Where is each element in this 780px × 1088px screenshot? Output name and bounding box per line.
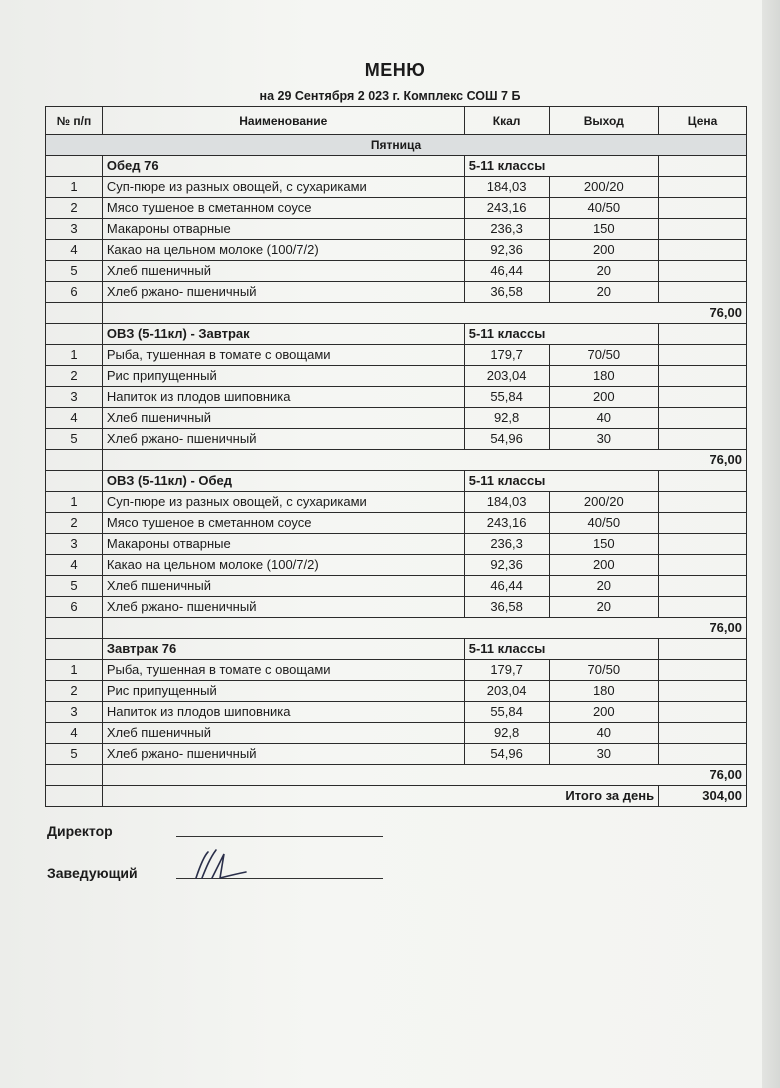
item-price (659, 408, 747, 429)
section-price-cell (659, 156, 747, 177)
director-label: Директор (47, 823, 113, 839)
item-name: Рыба, тушенная в томате с овощами (102, 660, 464, 681)
section-header-row (46, 156, 747, 177)
item-num: 2 (46, 681, 103, 702)
section-num-cell (46, 156, 103, 177)
section-total-row (46, 618, 747, 639)
item-name: Рис припущенный (102, 366, 464, 387)
item-kcal: 236,3 (464, 219, 549, 240)
item-price (659, 492, 747, 513)
item-output: 20 (549, 282, 659, 303)
item-output: 40/50 (549, 513, 659, 534)
table-row (46, 555, 747, 576)
item-kcal: 54,96 (464, 744, 549, 765)
item-name: Напиток из плодов шиповника (102, 387, 464, 408)
item-output: 200 (549, 702, 659, 723)
item-kcal: 179,7 (464, 660, 549, 681)
section-total-row (46, 303, 747, 324)
item-num: 6 (46, 597, 103, 618)
item-kcal: 36,58 (464, 282, 549, 303)
document-title: МЕНЮ (364, 60, 426, 80)
item-price (659, 660, 747, 681)
item-name: Хлеб ржано- пшеничный (102, 282, 464, 303)
header-name: Наименование (102, 107, 464, 135)
day-label: Пятница (46, 135, 747, 156)
item-output: 200/20 (549, 492, 659, 513)
section-name: ОВЗ (5-11кл) - Завтрак (102, 324, 464, 345)
item-num: 3 (46, 702, 103, 723)
director-signature-line (176, 836, 383, 837)
section-num-cell (46, 639, 103, 660)
total-num-cell (46, 450, 103, 471)
item-output: 30 (549, 744, 659, 765)
section-price-cell (659, 471, 747, 492)
item-output: 20 (549, 576, 659, 597)
item-num: 2 (46, 198, 103, 219)
item-num: 1 (46, 345, 103, 366)
item-price (659, 177, 747, 198)
item-kcal: 184,03 (464, 177, 549, 198)
item-price (659, 261, 747, 282)
item-kcal: 92,36 (464, 240, 549, 261)
item-price (659, 198, 747, 219)
section-classes: 5-11 классы (464, 324, 658, 345)
menu-table (45, 106, 747, 807)
section-total-value: 76,00 (102, 450, 746, 471)
section-classes: 5-11 классы (464, 639, 658, 660)
item-price (659, 597, 747, 618)
document-subtitle: на 29 Сентября 2 023 г. Комплекс СОШ 7 Б (259, 89, 521, 103)
table-row (46, 681, 747, 702)
item-num: 5 (46, 429, 103, 450)
item-price (659, 387, 747, 408)
table-row (46, 282, 747, 303)
item-num: 3 (46, 387, 103, 408)
table-row (46, 387, 747, 408)
section-total-value: 76,00 (102, 618, 746, 639)
item-name: Хлеб пшеничный (102, 261, 464, 282)
section-header-row (46, 324, 747, 345)
table-row (46, 492, 747, 513)
item-num: 5 (46, 744, 103, 765)
item-price (659, 702, 747, 723)
item-output: 200 (549, 240, 659, 261)
section-header-row (46, 471, 747, 492)
section-price-cell (659, 639, 747, 660)
item-name: Макароны отварные (102, 219, 464, 240)
item-price (659, 219, 747, 240)
section-num-cell (46, 324, 103, 345)
section-name: Завтрак 76 (102, 639, 464, 660)
table-row (46, 240, 747, 261)
table-row (46, 534, 747, 555)
section-name: ОВЗ (5-11кл) - Обед (102, 471, 464, 492)
section-total-row (46, 450, 747, 471)
item-kcal: 92,8 (464, 408, 549, 429)
table-row (46, 723, 747, 744)
item-kcal: 179,7 (464, 345, 549, 366)
item-num: 1 (46, 177, 103, 198)
item-price (659, 240, 747, 261)
section-classes: 5-11 классы (464, 471, 658, 492)
grand-total-row (46, 786, 747, 807)
item-price (659, 681, 747, 702)
handwritten-signature (190, 848, 250, 884)
item-name: Мясо тушеное в сметанном соусе (102, 513, 464, 534)
item-output: 30 (549, 429, 659, 450)
item-num: 4 (46, 240, 103, 261)
header-num: № п/п (46, 107, 103, 135)
item-name: Рис припущенный (102, 681, 464, 702)
table-row (46, 366, 747, 387)
item-output: 200 (549, 387, 659, 408)
table-row (46, 408, 747, 429)
item-name: Хлеб ржано- пшеничный (102, 744, 464, 765)
item-kcal: 92,36 (464, 555, 549, 576)
item-name: Какао на цельном молоке (100/7/2) (102, 240, 464, 261)
section-name: Обед 76 (102, 156, 464, 177)
item-name: Напиток из плодов шиповника (102, 702, 464, 723)
table-row (46, 429, 747, 450)
item-kcal: 92,8 (464, 723, 549, 744)
table-row (46, 576, 747, 597)
paper-edge-shadow (762, 0, 780, 1088)
total-num-cell (46, 765, 103, 786)
item-num: 4 (46, 723, 103, 744)
item-name: Макароны отварные (102, 534, 464, 555)
section-price-cell (659, 324, 747, 345)
table-row (46, 597, 747, 618)
item-num: 2 (46, 366, 103, 387)
item-output: 40 (549, 723, 659, 744)
item-price (659, 555, 747, 576)
item-name: Рыба, тушенная в томате с овощами (102, 345, 464, 366)
section-header-row (46, 639, 747, 660)
item-num: 5 (46, 576, 103, 597)
item-kcal: 243,16 (464, 198, 549, 219)
total-num-cell (46, 618, 103, 639)
item-name: Хлеб пшеничный (102, 576, 464, 597)
grand-total-value: 304,00 (659, 786, 747, 807)
item-output: 70/50 (549, 345, 659, 366)
item-num: 4 (46, 555, 103, 576)
manager-label: Заведующий (47, 865, 138, 881)
section-total-value: 76,00 (102, 303, 746, 324)
item-output: 20 (549, 261, 659, 282)
item-num: 3 (46, 534, 103, 555)
item-price (659, 576, 747, 597)
item-kcal: 46,44 (464, 576, 549, 597)
item-kcal: 203,04 (464, 681, 549, 702)
item-kcal: 54,96 (464, 429, 549, 450)
section-num-cell (46, 471, 103, 492)
header-row (46, 107, 747, 135)
item-num: 1 (46, 660, 103, 681)
grand-total-label: Итого за день (102, 786, 658, 807)
item-price (659, 282, 747, 303)
item-output: 20 (549, 597, 659, 618)
item-kcal: 46,44 (464, 261, 549, 282)
grand-num-cell (46, 786, 103, 807)
total-num-cell (46, 303, 103, 324)
item-name: Хлеб ржано- пшеничный (102, 429, 464, 450)
item-num: 6 (46, 282, 103, 303)
header-output: Выход (549, 107, 659, 135)
item-output: 70/50 (549, 660, 659, 681)
item-kcal: 203,04 (464, 366, 549, 387)
item-name: Хлеб пшеничный (102, 723, 464, 744)
item-name: Мясо тушеное в сметанном соусе (102, 198, 464, 219)
item-output: 180 (549, 681, 659, 702)
item-kcal: 236,3 (464, 534, 549, 555)
item-output: 40 (549, 408, 659, 429)
item-output: 180 (549, 366, 659, 387)
header-kcal: Ккал (464, 107, 549, 135)
item-price (659, 744, 747, 765)
item-price (659, 429, 747, 450)
item-num: 4 (46, 408, 103, 429)
item-output: 150 (549, 534, 659, 555)
table-row (46, 513, 747, 534)
item-output: 200/20 (549, 177, 659, 198)
item-kcal: 55,84 (464, 702, 549, 723)
section-total-row (46, 765, 747, 786)
table-row (46, 177, 747, 198)
item-price (659, 366, 747, 387)
item-kcal: 184,03 (464, 492, 549, 513)
item-num: 5 (46, 261, 103, 282)
item-num: 1 (46, 492, 103, 513)
day-row (46, 135, 747, 156)
item-output: 40/50 (549, 198, 659, 219)
item-num: 2 (46, 513, 103, 534)
item-output: 200 (549, 555, 659, 576)
table-row (46, 198, 747, 219)
section-classes: 5-11 классы (464, 156, 658, 177)
header-price: Цена (659, 107, 747, 135)
item-name: Хлеб пшеничный (102, 408, 464, 429)
table-row (46, 261, 747, 282)
table-row (46, 660, 747, 681)
item-name: Какао на цельном молоке (100/7/2) (102, 555, 464, 576)
table-row (46, 744, 747, 765)
table-row (46, 702, 747, 723)
item-name: Суп-пюре из разных овощей, с сухариками (102, 177, 464, 198)
item-kcal: 243,16 (464, 513, 549, 534)
item-output: 150 (549, 219, 659, 240)
item-price (659, 534, 747, 555)
item-price (659, 513, 747, 534)
table-row (46, 219, 747, 240)
item-kcal: 55,84 (464, 387, 549, 408)
item-price (659, 723, 747, 744)
item-name: Суп-пюре из разных овощей, с сухариками (102, 492, 464, 513)
item-kcal: 36,58 (464, 597, 549, 618)
table-row (46, 345, 747, 366)
item-num: 3 (46, 219, 103, 240)
section-total-value: 76,00 (102, 765, 746, 786)
item-name: Хлеб ржано- пшеничный (102, 597, 464, 618)
item-price (659, 345, 747, 366)
